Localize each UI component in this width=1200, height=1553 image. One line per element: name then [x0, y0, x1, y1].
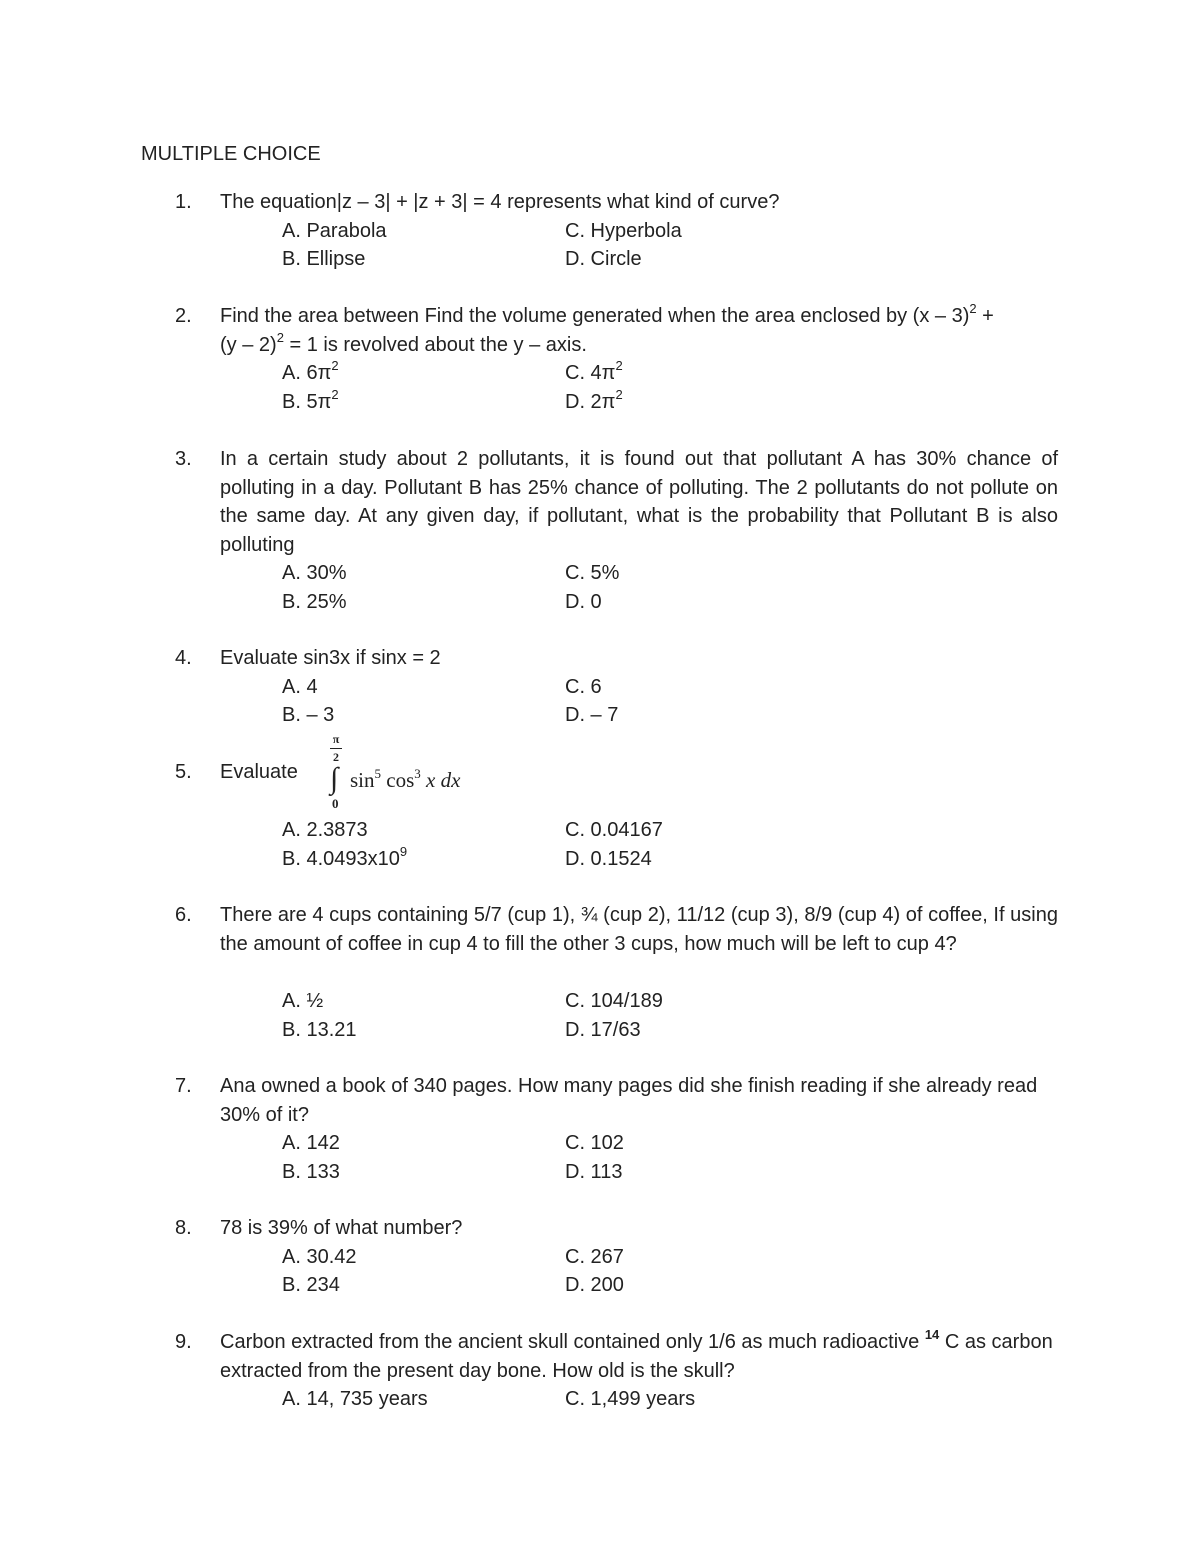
option-d: D. $2\pi^2$	[565, 386, 623, 413]
question-stem: 78 is 39% of what number?	[220, 1217, 463, 1239]
question-stem: Evaluate sin3x if sinx = 2	[220, 647, 441, 669]
question-number: 9.	[175, 1331, 192, 1353]
option-b: B. 234	[282, 1274, 340, 1296]
section-heading: MULTIPLE CHOICE	[141, 143, 321, 165]
option-d: D. – 7	[565, 704, 619, 726]
option-a: A. Parabola	[282, 219, 387, 242]
option-c: C. 267	[565, 1245, 624, 1268]
option-a: A. 14, 735 years	[282, 1388, 428, 1410]
lower-limit: 0	[332, 796, 339, 811]
question-stem: Evaluate	[220, 761, 298, 783]
question-number: 6.	[175, 904, 192, 926]
option-b: B. Ellipse	[282, 248, 366, 270]
option-d: D. Circle	[565, 248, 642, 270]
question-stem: In a certain study about 2 pollutants, it is found out that pollutant A has 30% chance of polluting in a day. Pollutant B has 25% chance of polluting. The 2 pollutants do not pollute on the same day. At any given day, if pollutant, what is the probability that Pollutant B is also polluting	[220, 448, 1058, 556]
option-b: B. 25%	[282, 590, 347, 613]
option-d: D. 113	[565, 1160, 623, 1183]
option-a: A. $6\pi^2$	[282, 358, 339, 384]
integral-expression	[328, 730, 528, 814]
option-b: B. 133	[282, 1160, 340, 1183]
option-c: C. 6	[565, 675, 602, 698]
integrand: $\sin^5 \cos^3 x$ dx	[350, 766, 461, 792]
option-a: A. 4	[282, 675, 318, 698]
option-a: A. 30%	[282, 562, 347, 584]
question-number: 5.	[175, 761, 192, 783]
option-a: A. 142	[282, 1132, 340, 1154]
question-stem: Find the area between Find the volume generated when the area enclosed by (x – 3)$^2$ + (y – 2)$^2$ = 1 is revolved about the y – axis.	[220, 301, 994, 356]
option-d: D. 0	[565, 590, 602, 613]
option-c: C. 5%	[565, 562, 620, 584]
option-a: A. 30.42	[282, 1245, 357, 1268]
option-b: B. 13.21	[282, 1018, 357, 1041]
option-b: B. $4.0493x10^9$	[282, 843, 408, 870]
option-d: D. 0.1524	[565, 847, 652, 870]
integral-sign: ∫	[330, 762, 339, 795]
upper-limit: π 2	[330, 732, 342, 765]
option-c: C. 1,499 years	[565, 1388, 696, 1410]
option-c: C. Hyperbola	[565, 219, 682, 242]
option-c: C. 102	[565, 1132, 624, 1154]
option-c: C. 104/189	[565, 990, 663, 1012]
question-number: 2.	[175, 305, 192, 327]
option-a: A. ½	[282, 990, 324, 1012]
question-number: 7.	[175, 1075, 192, 1097]
option-b: B. – 3	[282, 704, 335, 726]
option-a: A. 2.3873	[282, 819, 368, 841]
question-number: 1.	[175, 191, 192, 213]
question-stem: The equation|z – 3| + |z + 3| = 4 represents what kind of curve?	[220, 191, 780, 213]
question-stem: There are 4 cups containing 5/7 (cup 1), ¾ (cup 2), 11/12 (cup 3), 8/9 (cup 4) of coffee, If using the amount of coffee in cup 4 to fill the other 3 cups, how much will be left to cup 4?	[220, 904, 1058, 955]
option-c: C. $4\pi^2$	[565, 358, 623, 384]
option-d: D. 17/63	[565, 1018, 641, 1041]
question-number: 4.	[175, 647, 192, 669]
question-stem: Carbon extracted from the ancient skull contained only 1/6 as much radioactive $^{14}$ C as carbon extracted from the present day bone. How old is the skull?	[220, 1327, 1053, 1382]
option-b: B. $5\pi^2$	[282, 386, 339, 413]
question-stem: Ana owned a book of 340 pages. How many pages did she finish reading if she already read 30% of it?	[220, 1075, 1038, 1126]
option-c: C. 0.04167	[565, 819, 663, 841]
question-number: 8.	[175, 1217, 192, 1239]
option-d: D. 200	[565, 1274, 624, 1296]
question-number: 3.	[175, 448, 192, 470]
